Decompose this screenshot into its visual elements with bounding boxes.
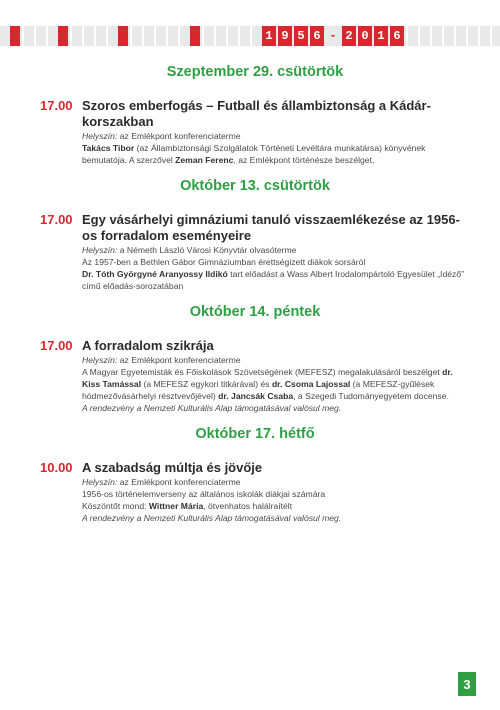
header-red-stripe xyxy=(190,26,200,46)
location-label: Helyszín: xyxy=(82,131,118,141)
event-title: Szoros emberfogás – Futball és állambiztonság a Kádár-korszakban xyxy=(82,98,431,129)
event-title: A szabadság múltja és jövője xyxy=(82,460,263,475)
event-title: Egy vásárhelyi gimnáziumi tanuló visszaemlékezése az 1956-os forradalom eseményeire xyxy=(82,212,460,243)
event-description xyxy=(82,402,470,414)
event-header xyxy=(40,338,470,354)
event-description xyxy=(82,512,470,524)
location-label: Helyszín: xyxy=(82,245,118,255)
event-description xyxy=(82,256,470,268)
person-name: Zeman Ferenc xyxy=(175,155,234,165)
description-text: (az Állambiztonsági Szolgálatok Történeti Levéltára munkatársa) könyvének bemutatója. A szerzővel xyxy=(82,143,426,165)
event-time: 10.00 xyxy=(40,460,73,475)
event-description xyxy=(82,268,470,292)
description-text: A Magyar Egyetemisták és Főiskolások Szövetségének (MEFESZ) megalakulásáról beszélget xyxy=(82,367,443,377)
event-time: 17.00 xyxy=(40,212,73,227)
event-item xyxy=(40,212,470,292)
year-digit: 9 xyxy=(278,26,292,46)
event-time: 17.00 xyxy=(40,338,73,353)
description-text: , a Szegedi Tudományegyetem docense. xyxy=(293,391,449,401)
location-value: az Emlékpont konferenciaterme xyxy=(119,131,241,141)
page-number: 3 xyxy=(458,672,476,696)
year-digit: 2 xyxy=(342,26,356,46)
event-description xyxy=(82,366,470,402)
description-text: 1956-os történelemverseny az általános iskolák diákjai számára xyxy=(82,489,326,499)
event-details xyxy=(82,476,470,524)
year-digit: 6 xyxy=(310,26,324,46)
year-digit: 1 xyxy=(374,26,388,46)
event-title: A forradalom szikrája xyxy=(82,338,214,353)
person-name: Dr. Tóth Györgyné Aranyossy Ildikó xyxy=(82,269,228,279)
event-location xyxy=(82,476,470,488)
event-date: Október 14. péntek xyxy=(189,304,321,320)
person-name: dr. Kiss Tamással xyxy=(82,367,453,389)
event-description xyxy=(82,142,470,166)
event-date: Október 17. hétfő xyxy=(195,426,315,442)
event-header xyxy=(40,212,470,244)
year-range xyxy=(262,26,404,46)
event-item xyxy=(40,98,470,166)
event-item xyxy=(40,338,470,414)
year-digit: 5 xyxy=(294,26,308,46)
description-text: tart előadást a Wass Albert Irodalompártoló Egyesület „Idéző” című előadás-sorozatában xyxy=(82,269,464,291)
person-name: dr. Jancsák Csaba xyxy=(218,391,294,401)
event-date: Október 13. csütörtök xyxy=(180,178,330,194)
year-digit: 1 xyxy=(262,26,276,46)
location-value: a Németh László Városi Könyvtár olvasóterme xyxy=(119,245,297,255)
header-red-stripe xyxy=(10,26,20,46)
location-label: Helyszín: xyxy=(82,355,118,365)
header-red-stripe xyxy=(58,26,68,46)
header-band xyxy=(0,26,500,46)
description-text: Köszöntőt mond: xyxy=(82,501,149,511)
year-digit: 6 xyxy=(390,26,404,46)
description-text: (a MEFESZ egykori titkárával) és xyxy=(141,379,272,389)
event-item xyxy=(40,460,470,524)
description-text: (a MEFESZ-gyűlések hódmezővásárhelyi résztvevőjével) xyxy=(82,379,435,401)
location-value: az Emlékpont konferenciaterme xyxy=(119,355,241,365)
event-header xyxy=(40,460,470,476)
event-description xyxy=(82,500,470,512)
event-header xyxy=(40,98,470,130)
location-value: az Emlékpont konferenciaterme xyxy=(119,477,241,487)
event-location xyxy=(82,244,470,256)
event-details xyxy=(82,354,470,414)
header-red-stripe xyxy=(118,26,128,46)
event-location xyxy=(82,130,470,142)
event-location xyxy=(82,354,470,366)
event-description xyxy=(82,488,470,500)
person-name: dr. Csoma Lajossal xyxy=(271,379,351,389)
description-text: Az 1957-ben a Bethlen Gábor Gimnáziumban érettségizett diákok sorsáról xyxy=(82,257,366,267)
event-date: Szeptember 29. csütörtök xyxy=(166,64,344,80)
description-text: A rendezvény a Nemzeti Kulturális Alap támogatásával valósul meg. xyxy=(82,513,342,523)
description-text: , ötvenhatos halálraítélt xyxy=(203,501,293,511)
program-list xyxy=(40,62,470,534)
description-text: A rendezvény a Nemzeti Kulturális Alap támogatásával valósul meg. xyxy=(82,403,342,413)
year-digit: 0 xyxy=(358,26,372,46)
event-details xyxy=(82,244,470,292)
event-time: 17.00 xyxy=(40,98,73,113)
year-digit: - xyxy=(326,26,340,46)
location-label: Helyszín: xyxy=(82,477,118,487)
event-details xyxy=(82,130,470,166)
person-name: Wittner Mária xyxy=(148,501,204,511)
description-text: , az Emlékpont történésze beszélget. xyxy=(233,155,375,165)
person-name: Takács Tibor xyxy=(82,143,135,153)
